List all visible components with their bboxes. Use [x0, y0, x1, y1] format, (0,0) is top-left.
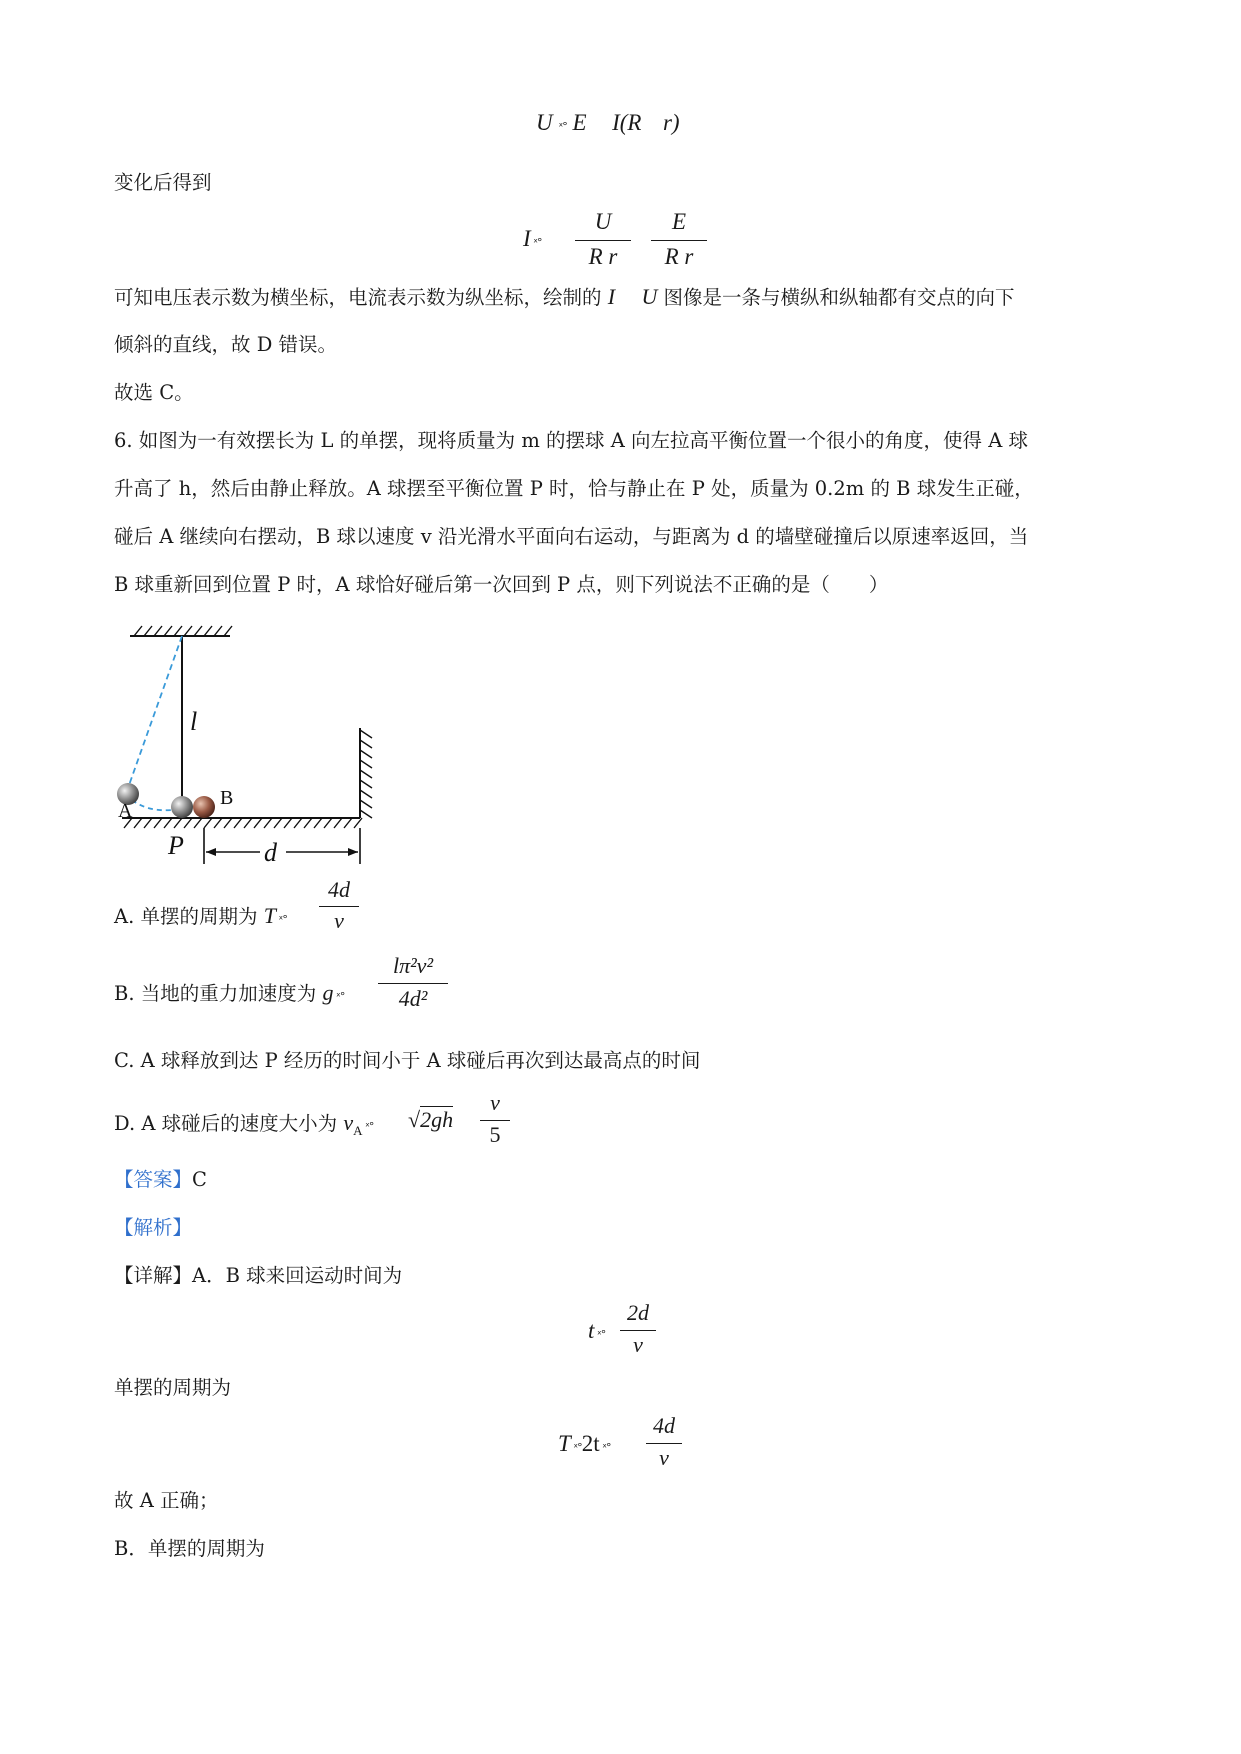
displaced-string — [128, 636, 182, 788]
frac-E-den: R r — [664, 244, 694, 269]
ground-hatch — [124, 818, 362, 828]
eq-symbol-E: E — [572, 110, 587, 135]
option-C-text: C. A 球释放到达 P 经历的时间小于 A 球碰后再次到达最高点的时间 — [114, 1049, 701, 1072]
detail-line: 【详解】A．B 球来回运动时间为 — [114, 1264, 403, 1287]
ball-A-equilibrium — [171, 796, 193, 818]
option-B-bar — [378, 983, 448, 984]
b-period: B．单摆的周期为 — [114, 1537, 265, 1560]
q6-line1: 6. 如图为一有效摆长为 L 的单摆，现将质量为 m 的摆球 A 向左拉高平衡位置一个很小的角度，使得 A 球 — [114, 429, 1028, 452]
eq-T-lhs: T ˣ°2t ˣ° — [558, 1431, 611, 1456]
dim-arrow-right — [348, 848, 358, 856]
answer-value: C — [192, 1168, 207, 1191]
option-A-text: A. 单摆的周期为 T ˣ° — [114, 903, 287, 928]
label-P: P — [168, 831, 184, 860]
q6-line4: B 球重新回到位置 P 时，A 球恰好碰后第一次回到 P 点，则下列说法不正确的是（ ） — [114, 573, 889, 596]
q6-line3: 碰后 A 继续向右摆动，B 球以速度 v 沿光滑水平面向右运动，与距离为 d 的墙壁碰撞后以原速率返回，当 — [114, 525, 1029, 548]
eq-I-lhs: I ˣ° — [523, 226, 542, 251]
option-A-den: v — [334, 908, 344, 933]
frac-bar-2 — [651, 240, 707, 241]
option-A-num: 4d — [328, 877, 350, 902]
ball-B — [193, 796, 215, 818]
option-B-num: lπ²v² — [392, 953, 434, 978]
detail-label: 【详解】 — [114, 1264, 193, 1287]
wall-hatch — [360, 730, 372, 818]
option-D-den: 5 — [489, 1122, 501, 1147]
ceiling-hatch — [134, 626, 232, 636]
equation-voltage: U ˣ° E I(R r) — [536, 110, 680, 135]
label-l: l — [190, 707, 198, 736]
frac-U-num: U — [594, 209, 612, 234]
eq-T-den: v — [659, 1445, 669, 1470]
text-after-change: 变化后得到 — [114, 171, 212, 194]
para-d-line1: 可知电压表示数为横坐标，电流表示数为纵坐标，绘制的 I U 图像是一条与横纵和纵轴都有交点的向下 — [114, 284, 1015, 309]
eq-t-num: 2d — [627, 1300, 649, 1325]
answer-line — [114, 1167, 207, 1193]
pendulum-figure — [110, 618, 430, 868]
dim-arrow-left — [206, 848, 216, 856]
option-D-num: v — [490, 1090, 500, 1115]
analysis-label: 【解析】 — [114, 1216, 193, 1239]
para-d-line2: 倾斜的直线，故 D 错误。 — [114, 333, 338, 356]
eq-t-den: v — [633, 1332, 643, 1357]
label-A: A — [118, 800, 133, 822]
eq-t-lhs: t ˣ° — [588, 1318, 606, 1343]
a-correct: 故 A 正确； — [114, 1489, 219, 1512]
eq-T-num: 4d — [653, 1413, 675, 1438]
frac-E-num: E — [671, 209, 687, 234]
option-B-den: 4d² — [398, 986, 428, 1011]
para-choose: 故选 C。 — [114, 381, 194, 404]
period-text: 单摆的周期为 — [114, 1376, 232, 1399]
frac-U-den: R r — [588, 244, 618, 269]
label-B: B — [220, 787, 234, 809]
option-B-text: B. 当地的重力加速度为 g ˣ° — [114, 980, 345, 1005]
frac-bar-1 — [575, 240, 631, 241]
option-D-root: √2gh — [408, 1107, 454, 1132]
q6-line2: 升高了 h，然后由静止释放。A 球摆至平衡位置 P 时，恰与静止在 P 处，质量为 0.2m 的 B 球发生正碰， — [114, 477, 1034, 500]
label-d: d — [264, 838, 277, 867]
swing-arc — [132, 800, 172, 810]
option-D-text: D. A 球碰后的速度大小为 $v_A$ ˣ° — [114, 1110, 374, 1138]
answer-label: 【答案】 — [114, 1168, 193, 1191]
